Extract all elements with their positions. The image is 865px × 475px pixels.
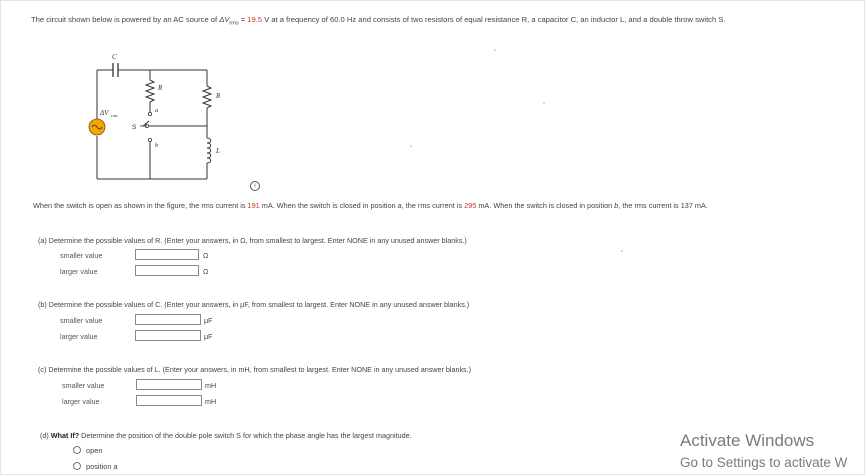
source-label: ΔV [100, 109, 109, 117]
part-b-larger-input[interactable] [135, 330, 201, 341]
part-a-larger-input[interactable] [135, 265, 199, 276]
part-d-question: (d) What If? Determine the position of the double pole switch S for which the phase angle has the largest magnitude. [40, 431, 412, 440]
part-b-larger-unit: μF [204, 332, 213, 341]
part-c-question: (c) Determine the possible values of L. (Enter your answers, in mH, from smallest to largest. Enter NONE in any unused answer blanks.) [38, 365, 472, 374]
part-b-larger-label: larger value [60, 332, 98, 341]
resistor-left-label: R [158, 84, 163, 92]
activate-windows-title: Activate Windows [680, 431, 815, 450]
part-a-smaller-unit: Ω [203, 251, 209, 260]
part-c-smaller-unit: mH [205, 381, 217, 390]
part-b-question: (b) Determine the possible values of C. (Enter your answers, in μF, from smallest to largest. Enter NONE in any unused answer blanks.) [38, 300, 470, 309]
option-position-a-radio[interactable] [73, 462, 81, 470]
part-c-larger-input[interactable] [136, 395, 202, 406]
inductor-label: L [216, 147, 220, 155]
part-a-smaller-input[interactable] [135, 249, 199, 260]
speck [543, 102, 545, 104]
delta-v-symbol: ΔV [219, 15, 230, 24]
problem-statement: When the switch is open as shown in the figure, the rms current is 191 mA. When the switch is closed in position a, the rms current is 295 mA. When the switch is closed in position b, the rms current is 137 mA. [33, 201, 708, 210]
part-c-larger-unit: mH [205, 397, 217, 406]
part-c-smaller-input[interactable] [136, 379, 202, 390]
info-icon[interactable]: i [250, 181, 260, 191]
resistor-right-label: R [216, 92, 221, 100]
part-a-larger-label: larger value [60, 267, 98, 276]
switch-label: S [132, 124, 137, 131]
part-a-larger-unit: Ω [203, 267, 209, 276]
option-open-label[interactable]: open [86, 446, 103, 455]
part-a-question: (a) Determine the possible values of R. (Enter your answers, in Ω, from smallest to largest. Enter NONE in any unused answer blanks.) [38, 236, 467, 245]
part-b-smaller-label: smaller value [60, 316, 103, 325]
current-open-value: 191 [247, 201, 260, 210]
part-c-larger-label: larger value [62, 397, 100, 406]
speck [621, 250, 623, 252]
part-b-smaller-unit: μF [204, 316, 213, 325]
option-position-a-label[interactable]: position a [86, 462, 118, 471]
part-c-smaller-label: smaller value [62, 381, 105, 390]
voltage-value: 19.5 [247, 15, 263, 24]
part-a-smaller-label: smaller value [60, 251, 103, 260]
problem-intro: The circuit shown below is powered by an AC source of $\Delta V_{rms} = 19.5$ V at a frequency of 60.0 Hz and consists of two resistors of equal resistance R, a capacitor C, an inductor L, and a double throw switch S. [31, 15, 726, 27]
current-a-value: 295 [464, 201, 477, 210]
activate-windows-subtitle: Go to Settings to activate W [680, 455, 848, 470]
position-b-label: b [155, 142, 159, 149]
source-subscript: rms [111, 113, 118, 118]
speck [494, 49, 496, 51]
capacitor-label: C [112, 53, 117, 61]
part-b-smaller-input[interactable] [135, 314, 201, 325]
option-open-radio[interactable] [73, 446, 81, 454]
circuit-diagram [80, 46, 240, 186]
position-a-label: a [155, 107, 159, 114]
speck [410, 145, 412, 147]
